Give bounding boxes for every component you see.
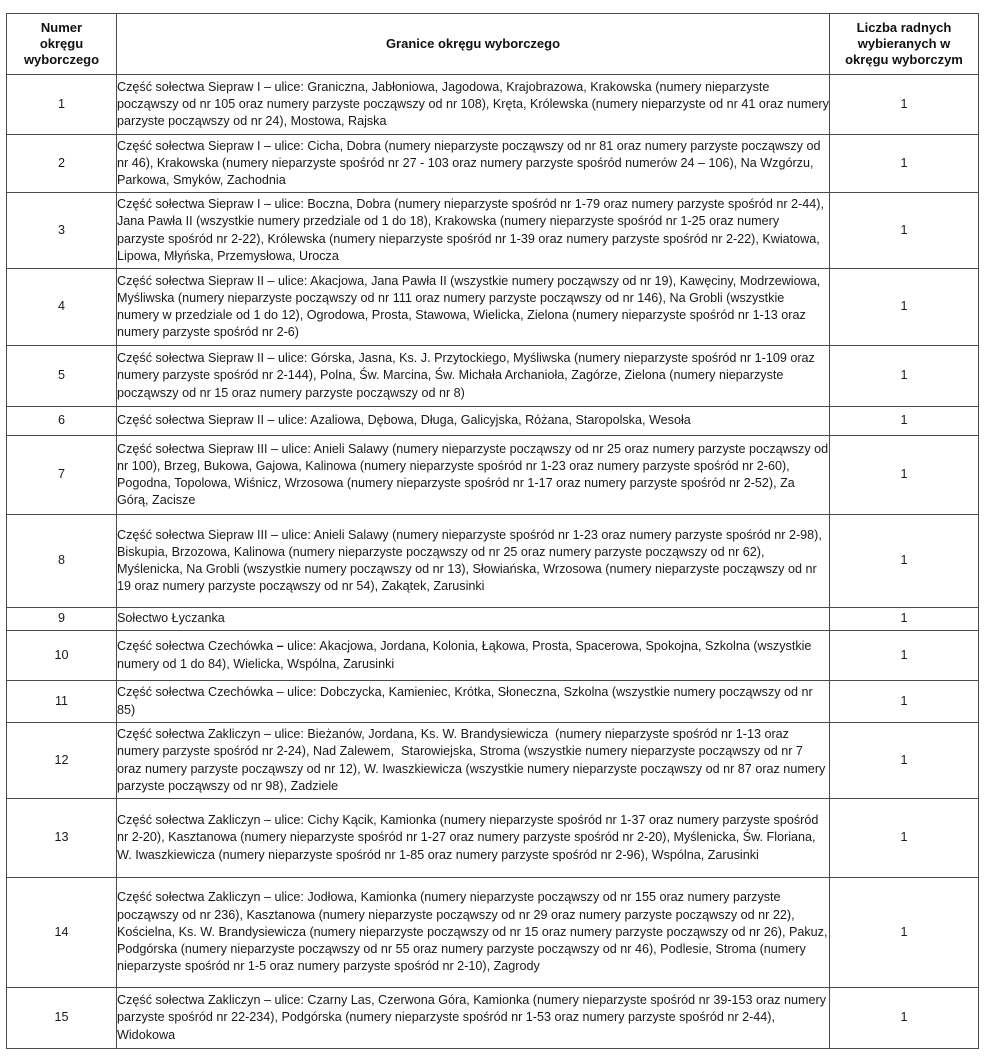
councillors-count: 1: [830, 407, 979, 436]
table-row: [7, 631, 979, 681]
electoral-districts-table: [6, 13, 979, 1049]
district-boundaries: Część sołectwa Czechówka – ulice: Dobczycka, Kamieniec, Krótka, Słoneczna, Szkolna (wszystkie numery począwszy od nr 85): [117, 681, 830, 723]
table-row: [7, 878, 979, 988]
councillors-count: 1: [830, 193, 979, 269]
header-councillors-count: [830, 14, 979, 75]
table-row: [7, 193, 979, 269]
district-boundaries: Część sołectwa Siepraw I – ulice: Cicha, Dobra (numery nieparzyste począwszy od nr 81 oraz numery parzyste począwszy od nr 46), Krakowska (numery nieparzyste spośród nr 27 - 103 oraz numery parzyste spośród numerów 24 – 106), Na Wzgórzu, Parkowa, Smyków, Zachodnia: [117, 135, 830, 193]
table-row: [7, 75, 979, 135]
district-number: 9: [7, 608, 117, 631]
district-boundaries: Część sołectwa Zakliczyn – ulice: Czarny Las, Czerwona Góra, Kamionka (numery nieparzyste spośród nr 39-153 oraz numery parzyste spośród nr 22-234), Podgórska (numery nieparzyste spośród nr 1-53 oraz numery parzyste spośród nr 2-44), Widokowa: [117, 988, 830, 1049]
councillors-count: 1: [830, 878, 979, 988]
boundaries-dash: –: [276, 639, 284, 654]
table-row: [7, 608, 979, 631]
district-number: 4: [7, 269, 117, 346]
table-row: [7, 723, 979, 799]
councillors-count: 1: [830, 799, 979, 878]
district-boundaries: Część sołectwa Siepraw II – ulice: Górska, Jasna, Ks. J. Przytockiego, Myśliwska (numery nieparzyste spośród nr 1-109 oraz numery parzyste spośród nr 2-144), Polna, Św. Marcina, Św. Michała Archanioła, Zagórze, Zielona (numery nieparzyste począwszy od nr 15 oraz numery parzyste począwszy od nr 8): [117, 346, 830, 407]
district-boundaries: [117, 631, 830, 681]
councillors-count: 1: [830, 681, 979, 723]
table-row: [7, 681, 979, 723]
district-boundaries: Część sołectwa Zakliczyn – ulice: Jodłowa, Kamionka (numery nieparzyste począwszy od nr 155 oraz numery parzyste począwszy od nr 236), Kasztanowa (numery nieparzyste począwszy od nr 29 oraz numery parzyste począwszy od nr 22), Kościelna, Ks. W. Brandysiewicza (numery nieparzyste począwszy od nr 15 oraz numery parzyste począwszy od nr 26), Pakuz, Podgórska (numery nieparzyste począwszy od nr 55 oraz numery parzyste począwszy od nr 46), Podlesie, Stroma (numery nieparzyste spośród nr 1-5 oraz numery parzyste spośród nr 2-10), Zagrody: [117, 878, 830, 988]
header-line: wybieranych w: [857, 36, 951, 51]
district-number: 2: [7, 135, 117, 193]
councillors-count: 1: [830, 608, 979, 631]
header-line: wyborczego: [23, 52, 100, 67]
district-boundaries: Część sołectwa Zakliczyn – ulice: Bieżanów, Jordana, Ks. W. Brandysiewicza (numery nieparzyste spośród nr 1-13 oraz numery parzyste spośród nr 2-24), Nad Zalewem, Starowiejska, Stroma (wszystkie numery nieparzyste począwszy od nr 7 oraz numery parzyste począwszy od nr 12), W. Iwaszkiewicza (wszystkie numery nieparzyste począwszy od nr 87 oraz numery parzyste począwszy od nr 98), Zadziele: [117, 723, 830, 799]
district-boundaries: Część sołectwa Siepraw I – ulice: Graniczna, Jabłoniowa, Jagodowa, Krajobrazowa, Krakowska (numery nieparzyste począwszy od nr 105 oraz numery parzyste począwszy od nr 108), Kręta, Królewska (numery nieparzyste od nr 41 oraz numery parzyste począwszy od nr 24), Mostowa, Rajska: [117, 75, 830, 135]
district-number: 15: [7, 988, 117, 1049]
councillors-count: 1: [830, 269, 979, 346]
councillors-count: 1: [830, 723, 979, 799]
district-number: 5: [7, 346, 117, 407]
councillors-count: 1: [830, 988, 979, 1049]
boundaries-text: ulice: Akacjowa, Jordana, Kolonia, Łąkowa, Prosta, Spacerowa, Spokojna, Szkolna (wszystkie numery od 1 do 84), Wielicka, Wspólna, Zarusinki: [117, 639, 812, 671]
councillors-count: 1: [830, 515, 979, 608]
table-row: [7, 407, 979, 436]
district-number: 11: [7, 681, 117, 723]
table-row: [7, 436, 979, 515]
district-number: 10: [7, 631, 117, 681]
district-number: 6: [7, 407, 117, 436]
district-boundaries: Część sołectwa Siepraw I – ulice: Boczna, Dobra (numery nieparzyste spośród nr 1-79 oraz numery parzyste spośród nr 2-44), Jana Pawła II (wszystkie numery przedziale od 1 do 18), Krakowska (numery nieparzyste spośród nr 1-25 oraz numery parzyste spośród nr 2-22), Królewska (numery nieparzyste spośród nr 1-39 oraz numery parzyste spośród nr 2-22), Kwiatowa, Lipowa, Młyńska, Przemysłowa, Urocza: [117, 193, 830, 269]
header-line: Liczba radnych: [856, 20, 952, 35]
header-line: okręgu: [39, 36, 84, 51]
district-boundaries: Część sołectwa Zakliczyn – ulice: Cichy Kącik, Kamionka (numery nieparzyste spośród nr 1-37 oraz numery parzyste spośród nr 2-20), Kasztanowa (numery nieparzyste spośród nr 1-27 oraz numery parzyste spośród nr 2-20), Myślenicka, Św. Floriana, W. Iwaszkiewicza (numery nieparzyste spośród nr 1-85 oraz numery parzyste spośród nr 2-96), Wspólna, Zarusinki: [117, 799, 830, 878]
table-row: [7, 988, 979, 1049]
district-number: 7: [7, 436, 117, 515]
district-boundaries: Część sołectwa Siepraw II – ulice: Azaliowa, Dębowa, Długa, Galicyjska, Różana, Staropolska, Wesoła: [117, 407, 830, 436]
header-line: okręgu wyborczym: [845, 52, 963, 67]
councillors-count: 1: [830, 436, 979, 515]
councillors-count: 1: [830, 135, 979, 193]
table-row: [7, 269, 979, 346]
councillors-count: 1: [830, 346, 979, 407]
header-district-number: [7, 14, 117, 75]
district-boundaries: Sołectwo Łyczanka: [117, 608, 830, 631]
district-number: 13: [7, 799, 117, 878]
boundaries-text: Część sołectwa Czechówka: [117, 639, 277, 654]
district-number: 12: [7, 723, 117, 799]
table-row: [7, 799, 979, 878]
district-number: 8: [7, 515, 117, 608]
councillors-count: 1: [830, 631, 979, 681]
district-boundaries: Część sołectwa Siepraw III – ulice: Anieli Salawy (numery nieparzyste spośród nr 1-23 oraz numery parzyste spośród nr 2-98), Biskupia, Brzozowa, Kalinowa (numery nieparzyste począwszy od nr 25 oraz numery parzyste począwszy od nr 62), Myślenicka, Na Grobli (wszystkie numery począwszy od nr 13), Słowiańska, Wrzosowa (numery nieparzyste począwszy od nr 19 oraz numery parzyste począwszy od nr 54), Zakątek, Zarusinki: [117, 515, 830, 608]
table-row: [7, 515, 979, 608]
header-district-boundaries: Granice okręgu wyborczego: [117, 14, 830, 75]
district-number: 14: [7, 878, 117, 988]
table-header-row: [7, 14, 979, 75]
table-row: [7, 346, 979, 407]
district-boundaries: Część sołectwa Siepraw III – ulice: Anieli Salawy (numery nieparzyste począwszy od nr 25 oraz numery parzyste począwszy od nr 100), Brzeg, Bukowa, Gajowa, Kalinowa (numery nieparzyste spośród nr 1-23 oraz numery parzyste spośród nr 2-60), Pogodna, Topolowa, Wiśnicz, Wrzosowa (numery nieparzyste spośród nr 1-17 oraz numery parzyste spośród nr 2-52), Za Górą, Zacisze: [117, 436, 830, 515]
district-number: 3: [7, 193, 117, 269]
header-line: Numer: [40, 20, 83, 35]
district-number: 1: [7, 75, 117, 135]
district-boundaries: Część sołectwa Siepraw II – ulice: Akacjowa, Jana Pawła II (wszystkie numery począwszy od nr 19), Kawęciny, Modrzewiowa, Myśliwska (numery nieparzyste począwszy od nr 111 oraz numery parzyste począwszy od nr 146), Na Grobli (wszystkie numery w przedziale od 1 do 12), Ogrodowa, Prosta, Stawowa, Wielicka, Zielona (numery nieparzyste spośród nr 1-13 oraz numery parzyste spośród nr 2-6): [117, 269, 830, 346]
councillors-count: 1: [830, 75, 979, 135]
table-row: [7, 135, 979, 193]
